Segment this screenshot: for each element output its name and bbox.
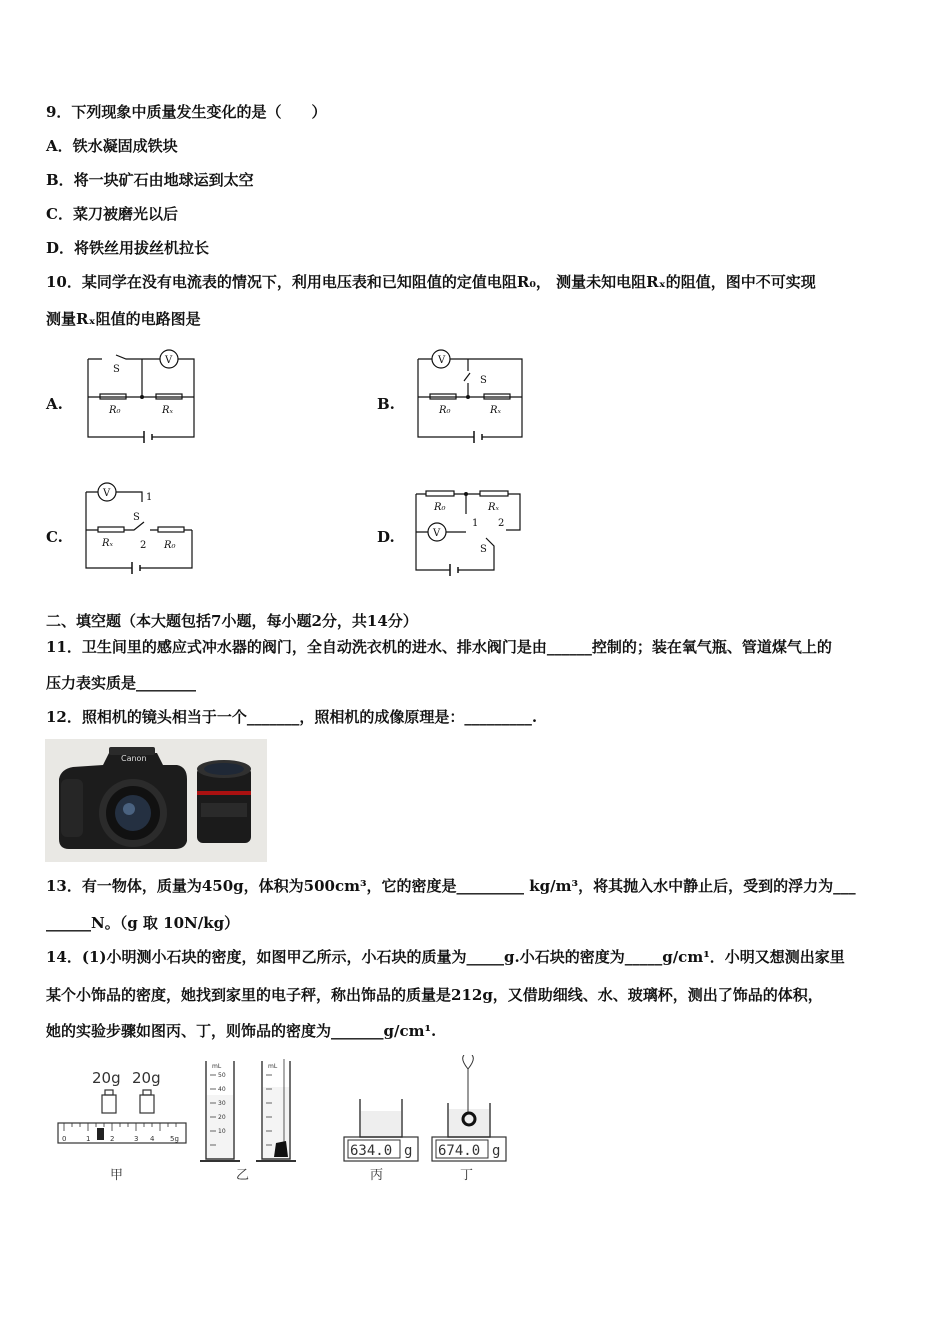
circuit-b-v: V	[438, 355, 446, 366]
circuit-c	[80, 478, 200, 578]
circuit-a-v: V	[165, 355, 173, 366]
q13-line1: 13．有一物体，质量为450g，体积为500cm³，它的密度是_________ kg/m³，将其抛入水中静止后，受到的浮力为___	[46, 877, 856, 895]
q14-line1: 14．(1)小明测小石块的密度，如图甲乙所示，小石块的质量为_____g.小石块的密度为_____g/cm¹．小明又想测出家里	[46, 948, 845, 966]
figure-jia	[58, 1069, 186, 1183]
q9-option-a: A．铁水凝固成铁块	[46, 137, 178, 155]
section2-heading: 二、填空题（本大题包括7小题，每小题2分，共14分）	[46, 612, 418, 630]
scale-unit-bing: g	[404, 1143, 413, 1159]
circuit-b	[412, 345, 532, 445]
q10-label-c: C.	[46, 528, 63, 546]
camera-photo	[45, 739, 267, 862]
ruler-tick-5: 5g	[170, 1135, 179, 1143]
circuit-d-r0: R₀	[434, 502, 446, 513]
circuit-c-rx: Rₓ	[102, 538, 114, 549]
circuit-a-s: S	[113, 364, 120, 375]
scale-reading-bing: 634.0	[350, 1143, 393, 1159]
cyl1-tick-40: 40	[218, 1086, 226, 1093]
circuit-d-v: V	[433, 528, 441, 539]
caption-yi: 乙	[236, 1168, 250, 1183]
circuit-a-r0: R₀	[109, 405, 121, 416]
q12-line1: 12．照相机的镜头相当于一个_______，照相机的成像原理是：_________.	[46, 708, 538, 726]
q9-option-d: D．将铁丝用拔丝机拉长	[46, 239, 210, 257]
q9-stem: 9．下列现象中质量发生变化的是（ ）	[46, 103, 327, 121]
q11-line1: 11．卫生间里的感应式冲水器的阀门，全自动洗衣机的进水、排水阀门是由______控制的；装在氧气瓶、管道煤气上的	[46, 638, 832, 656]
caption-ding: 丁	[460, 1168, 474, 1183]
figure-yi	[200, 1059, 296, 1183]
circuit-c-r0: R₀	[164, 540, 176, 551]
circuit-d-2: 2	[498, 518, 505, 529]
q14-line3: 她的实验步骤如图丙、丁，则饰品的密度为_______g/cm¹.	[46, 1022, 437, 1040]
q9-option-c: C．菜刀被磨光以后	[46, 205, 178, 223]
weight-label-2: 20g	[132, 1069, 161, 1087]
q14-line2: 某个小饰品的密度，她找到家里的电子秤，称出饰品的质量是212g，又借助细线、水、玻璃杯，测出了饰品的体积，	[46, 986, 823, 1004]
ruler-tick-0: 0	[62, 1135, 67, 1143]
caption-bing: 丙	[370, 1168, 384, 1183]
q14-figures	[50, 1055, 520, 1189]
circuit-d	[410, 480, 530, 580]
q10-stem-line1: 10．某同学在没有电流表的情况下，利用电压表和已知阻值的定值电阻R₀， 测量未知电阻Rₓ的阻值，图中不可实现	[46, 273, 816, 291]
circuit-a	[82, 345, 202, 445]
circuit-b-r0: R₀	[439, 405, 451, 416]
cyl1-tick-10: 10	[218, 1128, 226, 1135]
ruler-tick-2: 2	[110, 1135, 115, 1143]
cyl1-tick-30: 30	[218, 1100, 226, 1107]
scale-reading-ding: 674.0	[438, 1143, 481, 1159]
q11-line2: 压力表实质是________	[46, 674, 197, 692]
circuit-c-2: 2	[140, 540, 147, 551]
circuit-d-s: S	[480, 544, 487, 555]
q10-label-b: B.	[377, 395, 395, 413]
cyl2-unit: mL	[268, 1063, 278, 1070]
q9-option-b: B．将一块矿石由地球运到太空	[46, 171, 254, 189]
scale-unit-ding: g	[492, 1143, 501, 1159]
cyl1-unit: mL	[212, 1063, 222, 1070]
caption-jia: 甲	[110, 1168, 124, 1183]
figure-ding	[432, 1055, 506, 1183]
circuit-d-1: 1	[472, 518, 479, 529]
circuit-d-rx: Rₓ	[488, 502, 500, 513]
cyl1-tick-50: 50	[218, 1072, 226, 1079]
q13-line2: ______N。（g 取 10N/kg）	[46, 914, 240, 932]
ruler-tick-1: 1	[86, 1135, 91, 1143]
circuit-a-rx: Rₓ	[162, 405, 174, 416]
q10-label-d: D.	[377, 528, 395, 546]
q10-label-a: A.	[46, 395, 63, 413]
circuit-b-rx: Rₓ	[490, 405, 502, 416]
camera-brand: Canon	[121, 754, 147, 763]
circuit-c-v: V	[103, 488, 111, 499]
weight-label-1: 20g	[92, 1069, 121, 1087]
circuit-c-1: 1	[146, 492, 153, 503]
ruler-tick-4: 4	[150, 1135, 155, 1143]
cyl1-tick-20: 20	[218, 1114, 226, 1121]
q10-stem-line2: 测量Rₓ阻值的电路图是	[46, 310, 201, 328]
circuit-c-s: S	[133, 512, 140, 523]
circuit-b-s: S	[480, 375, 487, 386]
ruler-tick-3: 3	[134, 1135, 139, 1143]
figure-bing	[344, 1099, 418, 1183]
